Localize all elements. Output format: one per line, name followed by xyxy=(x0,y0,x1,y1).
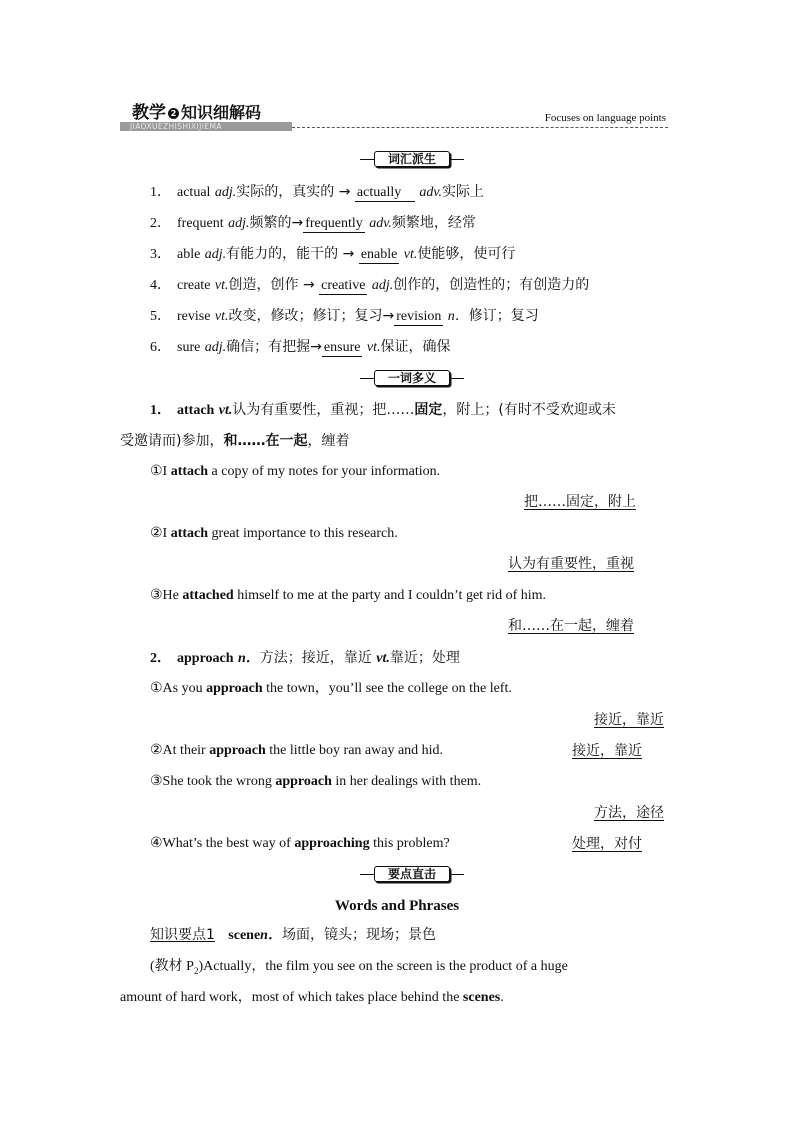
item-number: 5． xyxy=(150,309,171,324)
header-title-b: 知识细解码 xyxy=(181,103,262,122)
part-of-speech-2: adv. xyxy=(369,216,392,231)
part-of-speech-2: vt. xyxy=(366,340,381,355)
example-sentence xyxy=(150,462,440,482)
definition-2: 靠近；处理 xyxy=(389,650,460,666)
keyword: attached xyxy=(182,588,234,603)
part-of-speech: vt. xyxy=(218,403,233,418)
arrow-icon: → xyxy=(338,184,351,200)
sentence-part: ③He xyxy=(150,588,183,603)
sentence-part: ①As you xyxy=(150,681,207,696)
word: revise xyxy=(177,309,211,324)
header-subtitle: Focuses on language points xyxy=(544,112,666,124)
word: actual xyxy=(177,185,211,200)
definition-bold: 和……在一起 xyxy=(223,433,308,449)
item-number: 1． xyxy=(150,185,171,200)
item-number: 1． xyxy=(150,403,171,418)
part-of-speech: vt. xyxy=(214,278,229,293)
textbook-quote-line-2 xyxy=(120,988,504,1008)
part-of-speech-2: vt. xyxy=(376,651,390,666)
part-of-speech-2: n． xyxy=(447,309,469,324)
sentence-part: great importance to this research. xyxy=(208,526,398,541)
header-dashed-rule xyxy=(292,127,668,128)
sentence-part: ④What’s the best way of xyxy=(150,836,295,851)
example-answer: 和……在一起，缠着 xyxy=(508,618,634,634)
definition: 受邀请而)参加， xyxy=(120,433,224,449)
item-number: 3． xyxy=(150,247,171,262)
sentence-part: ②I xyxy=(150,526,171,541)
polysemy-attach-definition-cont xyxy=(120,431,349,451)
polysemy-attach-definition xyxy=(150,400,616,421)
meaning: 改变，修改；修订；复习 xyxy=(228,308,383,324)
part-of-speech: n． xyxy=(260,928,282,943)
headword: approach xyxy=(177,651,234,666)
keyword: approaching xyxy=(294,836,370,851)
point-label: 知识要点1 xyxy=(150,927,215,943)
section-banner-derivation xyxy=(360,151,464,167)
banner-label: 要点直击 xyxy=(374,866,450,882)
answer: ensure xyxy=(323,340,361,355)
knowledge-point-1 xyxy=(150,925,436,946)
keyword: approach xyxy=(275,774,332,789)
banner-label: 一词多义 xyxy=(374,370,450,386)
header-dot-icon: 2 xyxy=(168,108,179,119)
header-title-a: 教学 xyxy=(132,103,166,123)
derivation-item xyxy=(150,306,539,327)
keyword: approach xyxy=(209,743,266,758)
keyword: approach xyxy=(206,681,263,696)
sentence-part: ②At their xyxy=(150,743,210,758)
word: frequent xyxy=(177,216,224,231)
sentence-part: a copy of my notes for your information. xyxy=(208,464,441,479)
word: able xyxy=(177,247,201,262)
arrow-icon: → xyxy=(382,308,395,324)
page-subscript: 2 xyxy=(193,965,199,976)
definition: 认为有重要性，重视；把…… xyxy=(232,402,415,418)
sentence-part: (教材 P xyxy=(150,959,194,974)
meaning: 确信；有把握 xyxy=(226,339,311,355)
arrow-icon: → xyxy=(310,339,322,355)
meaning-2: 实际上 xyxy=(442,184,485,200)
meaning: 实际的，真实的 xyxy=(236,184,335,200)
section-banner-keypoints xyxy=(360,866,464,882)
header-pinyin: JIAOXUEZHISHIXIJIEMA xyxy=(130,122,222,131)
sentence-part: ①I xyxy=(150,464,171,479)
part-of-speech: vt. xyxy=(214,309,229,324)
example-sentence xyxy=(150,772,481,792)
sentence-part: himself to me at the party and I couldn’t get rid of him. xyxy=(233,588,547,603)
arrow-icon: → xyxy=(291,215,304,231)
word: create xyxy=(177,278,211,293)
part-of-speech-2: adj. xyxy=(371,278,394,293)
example-answer: 接近，靠近 xyxy=(572,743,642,759)
sentence-part: this problem? xyxy=(369,836,450,851)
derivation-item xyxy=(150,182,484,203)
derivation-item xyxy=(150,244,515,265)
definition-rest: ，附上；(有时不受欢迎或未 xyxy=(442,402,616,418)
meaning: 有能力的，能干的 xyxy=(226,246,339,262)
meaning-2: 修订；复习 xyxy=(468,308,539,324)
part-of-speech: adj. xyxy=(214,185,237,200)
example-sentence xyxy=(150,586,546,606)
definition-bold: 固定 xyxy=(414,402,443,418)
example-answer: 接近，靠近 xyxy=(594,712,664,728)
words-and-phrases-heading: Words and Phrases xyxy=(334,898,460,914)
example-answer: 把……固定，附上 xyxy=(524,494,636,510)
part-of-speech: adj. xyxy=(228,216,250,231)
example-answer: 处理，对付 xyxy=(572,836,642,852)
banner-label: 词汇派生 xyxy=(374,151,450,167)
example-sentence xyxy=(150,741,443,761)
part-of-speech: adj. xyxy=(204,247,227,262)
item-number: 4． xyxy=(150,278,171,293)
keyword: attach xyxy=(170,464,209,479)
example-answer: 方法，途径 xyxy=(594,805,664,821)
sentence-part: in her dealings with them. xyxy=(331,774,482,789)
sentence-part: the town，you’ll see the college on the left. xyxy=(262,681,512,696)
answer: enable xyxy=(360,247,398,262)
example-answer: 认为有重要性，重视 xyxy=(508,556,634,572)
definition-rest: ，缠着 xyxy=(307,433,350,449)
sentence-part: )Actually，the film you see on the screen is the product of a huge xyxy=(198,959,568,974)
answer: revision xyxy=(396,309,442,324)
answer: frequently xyxy=(305,216,363,231)
part-of-speech: n． xyxy=(238,651,260,666)
example-sentence xyxy=(150,834,450,854)
part-of-speech-2: vt. xyxy=(403,247,418,262)
meaning: 场面，镜头；现场；景色 xyxy=(281,927,436,943)
polysemy-approach-definition xyxy=(150,648,460,669)
example-sentence xyxy=(150,679,512,699)
answer: actually xyxy=(355,185,415,202)
word: sure xyxy=(177,340,201,355)
derivation-item xyxy=(150,213,476,234)
part-of-speech-2: adv. xyxy=(419,185,443,200)
answer: creative xyxy=(321,278,366,293)
header-title xyxy=(132,98,261,123)
sentence-part: the little boy ran away and hid. xyxy=(265,743,444,758)
sentence-part: . xyxy=(500,990,504,1005)
textbook-quote-line-1 xyxy=(150,957,672,981)
definition: 方法；接近，靠近 xyxy=(259,650,372,666)
derivation-item xyxy=(150,337,451,358)
derivation-item xyxy=(150,275,589,296)
keyword: scenes xyxy=(462,990,501,1005)
item-number: 2． xyxy=(150,216,171,231)
meaning-2: 频繁地，经常 xyxy=(391,215,476,231)
sentence-part: ③She took the wrong xyxy=(150,774,276,789)
arrow-icon: → xyxy=(302,277,315,293)
example-sentence xyxy=(150,524,398,544)
meaning-2: 保证，确保 xyxy=(380,339,451,355)
headword: scene xyxy=(228,928,261,943)
part-of-speech: adj. xyxy=(204,340,227,355)
meaning: 频繁的 xyxy=(249,215,292,231)
keyword: attach xyxy=(170,526,209,541)
section-banner-polysemy xyxy=(360,370,464,386)
meaning: 创造，创作 xyxy=(228,277,299,293)
sentence-part: amount of hard work，most of which takes place behind the xyxy=(120,990,463,1005)
meaning-2: 创作的，创造性的；有创造力的 xyxy=(393,277,590,293)
item-number: 2． xyxy=(150,651,171,666)
meaning-2: 使能够，使可行 xyxy=(417,246,516,262)
item-number: 6． xyxy=(150,340,171,355)
arrow-icon: → xyxy=(342,246,355,262)
headword: attach xyxy=(177,403,215,418)
page-header xyxy=(120,98,668,134)
